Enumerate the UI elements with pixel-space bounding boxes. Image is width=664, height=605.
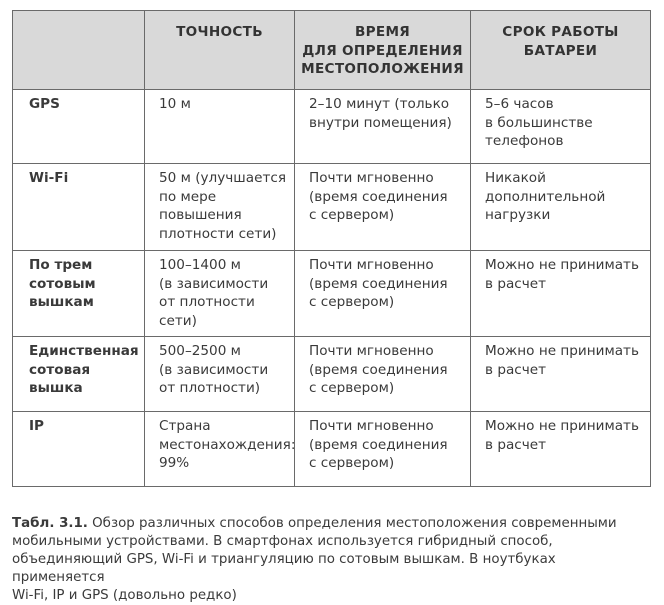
header-battery: СРОК РАБОТЫ БАТАРЕИ — [471, 11, 651, 90]
method-cell: Единственная сотовая вышка — [13, 337, 145, 412]
accuracy-cell: 500–2500 м (в зависимости от плотности) — [145, 337, 295, 412]
time-cell: 2–10 минут (только внутри помещения) — [295, 90, 471, 164]
method-cell: По трем сотовым вышкам — [13, 251, 145, 337]
header-time: ВРЕМЯ ДЛЯ ОПРЕДЕЛЕНИЯ МЕСТОПОЛОЖЕНИЯ — [295, 11, 471, 90]
time-cell: Почти мгновенно (время соединения с сервером) — [295, 337, 471, 412]
accuracy-cell: 50 м (улучшается по мере повышения плотности сети) — [145, 164, 295, 251]
battery-cell: Можно не принимать в расчет — [471, 412, 651, 487]
table-row-single-tower — [13, 337, 651, 412]
time-cell: Почти мгновенно (время соединения с сервером) — [295, 164, 471, 251]
accuracy-cell: Страна местонахождения: 99% — [145, 412, 295, 487]
time-cell: Почти мгновенно (время соединения с сервером) — [295, 412, 471, 487]
method-cell: GPS — [13, 90, 145, 164]
table-row-gps — [13, 90, 651, 164]
battery-cell: 5–6 часов в большинстве телефонов — [471, 90, 651, 164]
caption-text: Обзор различных способов определения местоположения современными мобильными устройствами. В смартфонах используется гибридный способ, объединяющий GPS, Wi-Fi и триангуляцию по сотовым вышкам. В ноутбуках применяется Wi-Fi, IP и GPS (довольно редко) — [12, 516, 617, 603]
accuracy-cell: 100–1400 м (в зависимости от плотности сети) — [145, 251, 295, 337]
time-cell: Почти мгновенно (время соединения с сервером) — [295, 251, 471, 337]
header-empty-cell — [13, 11, 145, 90]
battery-cell: Никакой дополнительной нагрузки — [471, 164, 651, 251]
method-cell: IP — [13, 412, 145, 487]
accuracy-cell: 10 м — [145, 90, 295, 164]
header-accuracy: ТОЧНОСТЬ — [145, 11, 295, 90]
table-header-row — [13, 11, 651, 90]
battery-cell: Можно не принимать в расчет — [471, 251, 651, 337]
caption-label: Табл. 3.1. — [12, 516, 88, 531]
table-row-three-towers — [13, 251, 651, 337]
table-row-wifi — [13, 164, 651, 251]
battery-cell: Можно не принимать в расчет — [471, 337, 651, 412]
table-row-ip — [13, 412, 651, 487]
location-methods-table — [12, 10, 651, 487]
method-cell: Wi-Fi — [13, 164, 145, 251]
table-caption — [12, 515, 652, 605]
